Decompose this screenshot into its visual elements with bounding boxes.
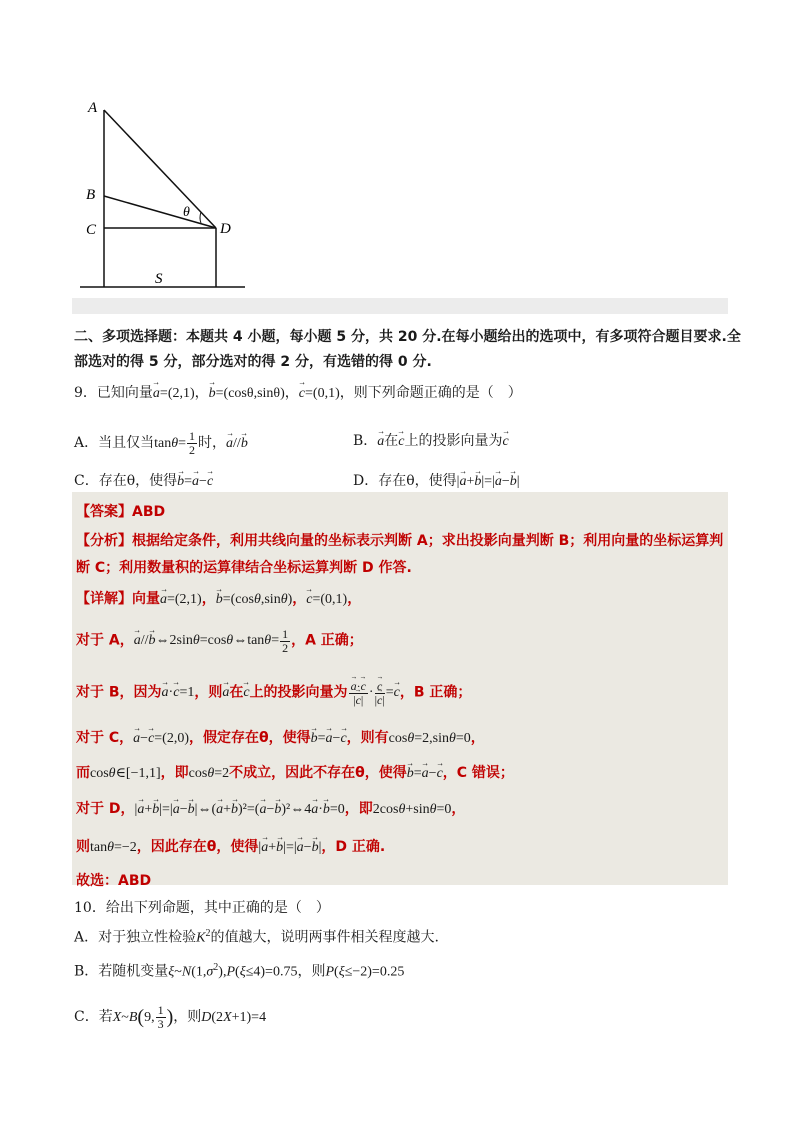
label-s: S [155, 271, 163, 287]
analysis-line1: 【分析】根据给定条件，利用共线向量的坐标表示判断 A；求出投影向量判断 B；利用向量的坐标运算判 [76, 533, 724, 549]
analysis-line2: 断 C；利用数量积的运算律结合坐标运算判断 D 作答. [76, 560, 412, 576]
segment-ad [104, 110, 216, 228]
q9-option-d: D．存在θ，使得|→ a+→ b|=|→ a−→ b| [353, 470, 520, 490]
detail-a: 对于 A，→ a//→ b⇔2sinθ=cosθ⇔tanθ= $\frac{1}{2}$ ，A 正确； [76, 628, 363, 654]
label-c: C [86, 222, 97, 238]
q9-option-c: C．存在θ，使得→ b=→ a−→ c [74, 470, 213, 490]
separator-bar [72, 298, 728, 314]
segment-bd [104, 196, 216, 228]
geometry-figure [70, 92, 310, 302]
q10-option-b: B．若随机变量$\xi\sim N(1,\sigma^2),P(\xi\le 4)=0.75$，则P(ξ≤−2)=0.25 [74, 962, 405, 980]
answer-tag: 【答案】ABD [76, 504, 166, 520]
q10-option-a: A．对于独立性检验$K^2$的值越大，说明两事件相关程度越大. [74, 928, 439, 946]
q9-stem: 9．已知向量→ a=(2,1)，→ b=(cosθ,sinθ)，→ c=(0,1)，则下列命题正确的是（ ） [74, 384, 522, 403]
label-d: D [220, 221, 231, 237]
detail-d2: 则tanθ=−2，因此存在θ，使得|→ a+→ b|=|→ a−→ b|，D 正确. [76, 836, 385, 856]
angle-arc [200, 212, 201, 223]
q10-option-c: C．若X~B(9, $\frac{1}{3}$ )，则D(2X+1)=4 [74, 1003, 267, 1031]
detail-c2: 而cosθ∈[−1,1]，即cosθ=2不成立，因此不存在θ，使得→ b=→ a−→ c，C 错误； [76, 762, 514, 782]
q9-option-b: B．→ a在→ c上的投影向量为→ c [353, 430, 509, 450]
section-heading-line1: 二、多项选择题：本题共 4 小题，每小题 5 分，共 20 分.在每小题给出的选项中，有多项符合题目要求.全 [74, 329, 741, 345]
section-heading-line2: 部选对的得 5 分，部分选对的得 2 分，有选错的得 0 分. [74, 354, 432, 370]
detail-b: 对于 B，因为→ a·→ c=1，则→ a在→ c上的投影向量为 → $\frac{a\cdot\to c}{|\to c|}$ · → $\frac{c}{|\to c|}$ =→ c，B 正确； [76, 680, 471, 706]
detail-d: 对于 D，|→ a+→ b|=|→ a−→ b|⇔(→ a+→ b)²=(→ a−→ b)²⇔4→ a·→ b=0，即2cosθ+sinθ=0， [76, 798, 465, 818]
q9-option-a: A．当且仅当tanθ= $\frac{1}{2}$ 时，→ a//→ b [74, 430, 248, 456]
detail-c: 对于 C，→ a−→ c=(2,0)，假定存在θ，使得→ b=→ a−→ c，则有cosθ=2,sinθ=0， [76, 727, 485, 747]
label-b: B [86, 187, 96, 203]
detail-intro: 【详解】向量→ a=(2,1)，→ b=(cosθ,sinθ)，→ c=(0,1)， [76, 588, 361, 608]
q10-stem: 10．给出下列命题，其中正确的是（ ） [74, 900, 330, 916]
label-theta: θ [183, 205, 190, 220]
label-a: A [88, 100, 98, 116]
final-answer: 故选：ABD [76, 873, 152, 889]
